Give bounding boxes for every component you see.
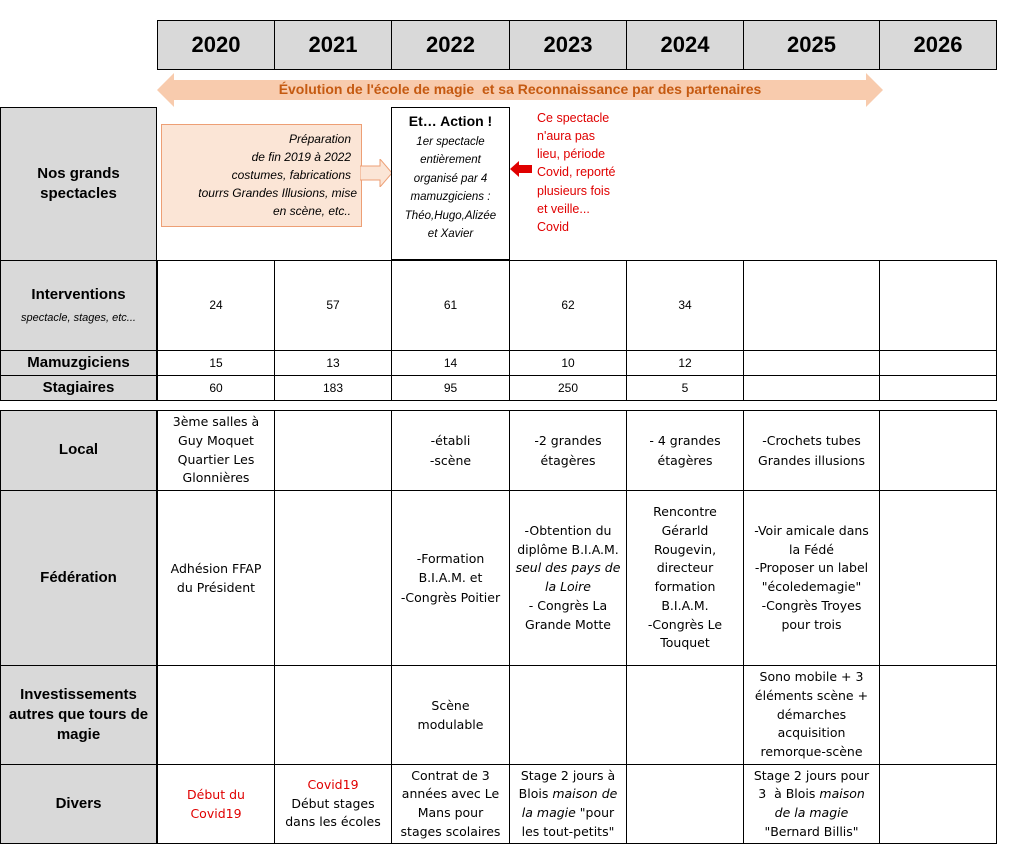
federation-2023: -Obtention du diplôme B.I.A.M. seul des pays de la Loire - Congrès La Grande Motte <box>509 490 627 666</box>
divers-2023: Stage 2 jours à Blois maison de la magie "pour les tout-petits" <box>509 764 627 844</box>
federation-2024: Rencontre Gérarld Rougevin, directeur formation B.I.A.M. -Congrès Le Touquet <box>626 490 744 666</box>
mamuzgiciens-2025 <box>743 350 880 376</box>
row-label-stagiaires: Stagiaires <box>0 375 157 401</box>
banner-title: Évolution de l'école de magie et sa Reconnaissance par des partenaires <box>278 81 762 97</box>
mamuzgiciens-2022: 14 <box>391 350 510 376</box>
investissements-2024 <box>626 665 744 765</box>
divers-2022: Contrat de 3 années avec Le Mans pour stages scolaires <box>391 764 510 844</box>
year-2025: 2025 <box>743 20 880 70</box>
row-label-interventions <box>0 260 157 351</box>
preparation-arrow-icon <box>360 159 393 187</box>
mamuzgiciens-2024: 12 <box>626 350 744 376</box>
year-2020: 2020 <box>157 20 275 70</box>
local-2021 <box>274 410 392 491</box>
red-arrow-left-icon <box>510 161 532 177</box>
investissements-2026 <box>879 665 997 765</box>
spectacles-label: Nos grands spectacles <box>37 164 120 202</box>
local-2025: -Crochets tubes Grandes illusions <box>743 410 880 491</box>
row-label-divers: Divers <box>0 764 157 844</box>
interventions-2023: 62 <box>509 260 627 351</box>
stagiaires-2022: 95 <box>391 375 510 401</box>
investissements-2022: Scène modulable <box>391 665 510 765</box>
stagiaires-2026 <box>879 375 997 401</box>
stagiaires-2021: 183 <box>274 375 392 401</box>
interventions-2022: 61 <box>391 260 510 351</box>
first-show-box <box>391 107 510 260</box>
investissements-2020 <box>157 665 275 765</box>
mamuzgiciens-2026 <box>879 350 997 376</box>
stagiaires-2020: 60 <box>157 375 275 401</box>
federation-2026 <box>879 490 997 666</box>
year-2022: 2022 <box>391 20 510 70</box>
mamuzgiciens-2023: 10 <box>509 350 627 376</box>
local-2022: -établi -scène <box>391 410 510 491</box>
investissements-2021 <box>274 665 392 765</box>
divers-2020: Début du Covid19 <box>157 764 275 844</box>
interventions-2026 <box>879 260 997 351</box>
divers-2026 <box>879 764 997 844</box>
row-label-spectacles <box>0 107 157 261</box>
interventions-2021: 57 <box>274 260 392 351</box>
federation-2022: -Formation B.I.A.M. et -Congrès Poitier <box>391 490 510 666</box>
mamuzgiciens-2021: 13 <box>274 350 392 376</box>
mamuzgiciens-2020: 15 <box>157 350 275 376</box>
divers-2025: Stage 2 jours pour 3 à Blois maison de la magie "Bernard Billis" <box>743 764 880 844</box>
local-2020: 3ème salles à Guy Moquet Quartier Les Glonnières <box>157 410 275 491</box>
federation-2021 <box>274 490 392 666</box>
first-show-description: 1er spectacle entièrement organisé par 4 mamuzgiciens : Théo,Hugo,Alizée et Xavier <box>404 136 497 240</box>
interventions-label: Interventions <box>31 285 126 303</box>
first-show-title: Et… Action ! <box>408 113 493 129</box>
federation-2025: -Voir amicale dans la Fédé -Proposer un label "écoledemagie" -Congrès Troyes pour trois <box>743 490 880 666</box>
stagiaires-2025 <box>743 375 880 401</box>
interventions-sublabel: spectacle, stages, etc... <box>21 312 136 325</box>
year-2023: 2023 <box>509 20 627 70</box>
row-label-investissements: Investissements autres que tours de magie <box>0 665 157 765</box>
local-2026 <box>879 410 997 491</box>
interventions-2025 <box>743 260 880 351</box>
local-2024: - 4 grandes étagères <box>626 410 744 491</box>
federation-2020: Adhésion FFAP du Président <box>157 490 275 666</box>
row-label-local: Local <box>0 410 157 491</box>
year-2021: 2021 <box>274 20 392 70</box>
year-2026: 2026 <box>879 20 997 70</box>
local-2023: -2 grandes étagères <box>509 410 627 491</box>
stagiaires-2024: 5 <box>626 375 744 401</box>
stagiaires-2023: 250 <box>509 375 627 401</box>
investissements-2025: Sono mobile + 3 éléments scène + démarches acquisition remorque-scène <box>743 665 880 765</box>
interventions-2024: 34 <box>626 260 744 351</box>
divers-2024 <box>626 764 744 844</box>
interventions-2020: 24 <box>157 260 275 351</box>
covid-note: Ce spectacle n'aura pas lieu, période Covid, reporté plusieurs fois et veille... Covid <box>537 111 616 234</box>
row-label-mamuzgiciens: Mamuzgiciens <box>0 350 157 376</box>
investissements-2023 <box>509 665 627 765</box>
year-2024: 2024 <box>626 20 744 70</box>
preparation-box: Préparation de fin 2019 à 2022 costumes, fabrications tourrs Grandes Illusions, mise en scène, etc.. <box>161 124 362 227</box>
divers-2021: Covid19 Début stages dans les écoles <box>274 764 392 844</box>
row-label-federation: Fédération <box>0 490 157 666</box>
